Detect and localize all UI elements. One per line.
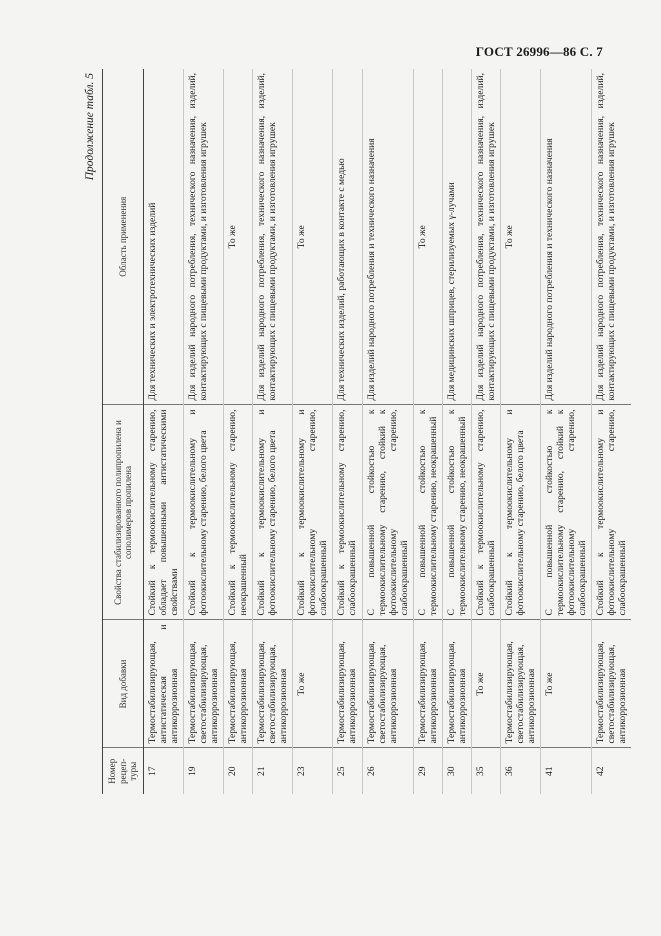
- cell-properties: С повышенной стойкостью к термоокислительному старению, неокрашенный: [442, 405, 471, 620]
- cell-recipe-number: 41: [540, 748, 591, 794]
- cell-application: Для изделий народного потребления и технического назначения: [362, 69, 413, 405]
- cell-properties: Стойкий к термоокислительному и фотоокислительному старению, белого цвета: [253, 405, 293, 620]
- cell-application: То же: [224, 69, 253, 405]
- cell-additive-type: То же: [471, 620, 500, 748]
- cell-application: Для изделий народного потребления, технического назначения, изделий, контактирующих с пищевыми продуктами, и изготовления игрушек: [253, 69, 293, 405]
- cell-additive-type: Термостабилизирующая, антистатическая и антикоррозионная: [144, 620, 184, 748]
- cell-application: Для технических изделий, работающих в контакте с медью: [333, 69, 362, 405]
- rotated-table-region: [84, 69, 644, 794]
- cell-application: Для изделий народного потребления, технического назначения, изделий, контактирующих с пищевыми продуктами, и изготовления игрушек: [471, 69, 500, 405]
- table-row: [540, 69, 591, 794]
- cell-additive-type: Термостабилизирующая, светостабилизирующая, антикоррозионная: [184, 620, 224, 748]
- cell-recipe-number: 35: [471, 748, 500, 794]
- rotated-table-frame: [84, 69, 644, 794]
- table-row: [413, 69, 442, 794]
- cell-additive-type: То же: [540, 620, 591, 748]
- cell-recipe-number: 42: [595, 766, 607, 777]
- cell-recipe-number: 19: [184, 748, 224, 794]
- table-row: [333, 69, 362, 794]
- table-row: [592, 69, 632, 794]
- table-continuation-label: Продолжение табл. 5: [84, 73, 96, 181]
- cell-recipe-number: 36: [500, 748, 540, 794]
- header-recipe-number: Номер рецеп-туры: [103, 748, 144, 794]
- additives-table: [102, 69, 631, 794]
- cell-properties: Стойкий к термоокислительному и фотоокислительному старению, белого цвета: [500, 405, 540, 620]
- cell-recipe-number: 26: [362, 748, 413, 794]
- table-row: [471, 69, 500, 794]
- cell-properties: Стойкий к термоокислительному старению, неокрашенный: [224, 405, 253, 620]
- table-row: [293, 69, 333, 794]
- cell-application: Для медицинских шприцев, стерилизуемых γ-лучами: [442, 69, 471, 405]
- cell-recipe-number: 23: [293, 748, 333, 794]
- cell-additive-type: Термостабилизирующая, светостабилизирующая, антикоррозионная: [362, 620, 413, 748]
- cell-additive-type: Термостабилизирующая, антикоррозионная: [333, 620, 362, 748]
- table-row: [253, 69, 293, 794]
- table-row: [362, 69, 413, 794]
- cell-properties: Стойкий к термоокислительному и фотоокислительному старению, слабоокрашенный: [293, 405, 333, 620]
- cell-application: Для технических и электротехнических изделий: [144, 69, 184, 405]
- cell-additive-type: Термостабилизирующая, светостабилизирующая, антикоррозионная: [253, 620, 293, 748]
- cell-additive-type: То же: [293, 620, 333, 748]
- header-application: Область применения: [103, 69, 144, 405]
- cell-additive-type: Термостабилизирующая, антикоррозионная: [413, 620, 442, 748]
- cell-recipe-number: 21: [253, 748, 293, 794]
- cell-application: То же: [413, 69, 442, 405]
- cell-properties: С повышенной стойкостью к термоокислительному старению, неокрашенный: [413, 405, 442, 620]
- table-row: [184, 69, 224, 794]
- cell-recipe-number: 29: [413, 748, 442, 794]
- table-header-row: [103, 69, 144, 794]
- cell-additive-type: Термостабилизирующая, антикоррозионная: [224, 620, 253, 748]
- cell-recipe-number: 30: [442, 748, 471, 794]
- cell-properties: Стойкий к термоокислительному старению, слабоокрашенный: [333, 405, 362, 620]
- cell-recipe-number: 17: [144, 748, 184, 794]
- cell-recipe-number: 25: [333, 748, 362, 794]
- cell-application: То же: [500, 69, 540, 405]
- table-row: [442, 69, 471, 794]
- page-header: ГОСТ 26996—86 С. 7: [475, 44, 603, 59]
- cell-properties: Стойкий к термоокислительному старению, слабоокрашенный: [471, 405, 500, 620]
- cell-additive-type: Термостабилизирующая, антикоррозионная: [442, 620, 471, 748]
- table-row: [224, 69, 253, 794]
- cell-application: Для изделий народного потребления, технического назначения, изделий, контактирующих с пищевыми продуктами, и изготовления игрушек: [592, 69, 632, 405]
- cell-properties: Стойкий к термоокислительному и фотоокислительному старению, белого цвета: [184, 405, 224, 620]
- cell-application: Для изделий народного потребления и технического назначения: [540, 69, 591, 405]
- cell-additive-type: Термостабилизирующая, светостабилизирующая, антикоррозионная: [500, 620, 540, 748]
- table-body: [144, 69, 632, 794]
- header-properties: Свойства стабилизированного полипропилена и сополимеров пропилена: [103, 405, 144, 620]
- cell-additive-type: Термостабилизирующая, светостабилизирующая, антикоррозионная: [592, 620, 632, 748]
- table-row: [144, 69, 184, 794]
- cell-properties: Стойкий к термоокислительному и фотоокислительному старению, слабоокрашенный: [592, 405, 632, 620]
- header-additive-type: Вид добавки: [103, 620, 144, 748]
- cell-properties: Стойкий к термоокислительному старению, обладает повышенными антистатическими свойствами: [144, 405, 184, 620]
- cell-properties: С повышенной стойкостью к термоокислительному старению, стойкий к фотоокислительному старению, слабоокрашенный: [540, 405, 591, 620]
- cell-application: Для изделий народного потребления, технического назначения, изделий, контактирующих с пищевыми продуктами, и изготовления игрушек: [184, 69, 224, 405]
- cell-application: То же: [293, 69, 333, 405]
- table-row: [500, 69, 540, 794]
- cell-properties: С повышенной стойкостью к термоокислительному старению, стойкий к фотоокислительному старению, слабоокрашенный: [362, 405, 413, 620]
- cell-recipe-number: 20: [224, 748, 253, 794]
